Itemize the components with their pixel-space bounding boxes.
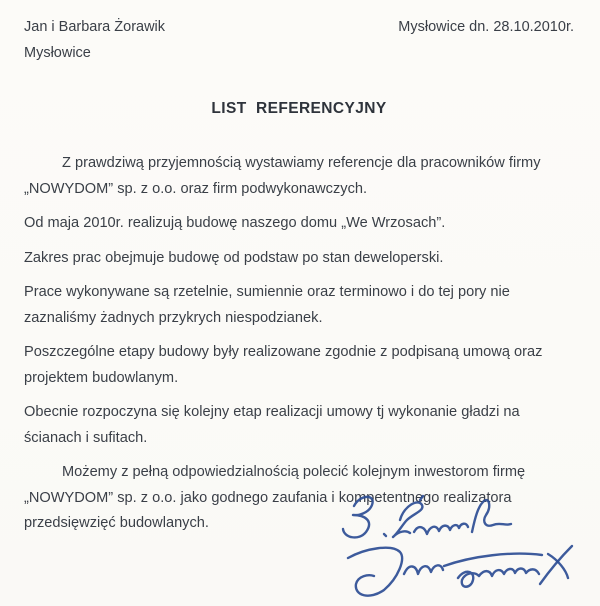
paragraph-start-date: Od maja 2010r. realizują budowę naszego domu „We Wrzosach”. xyxy=(24,215,446,231)
place-and-date: Mysłowice dn. 28.10.2010r. xyxy=(398,19,574,35)
paragraph-intro: Z prawdziwą przyjemnością wystawiamy referencje dla pracowników firmy „NOWYDOM” sp. z o.o. oraz firm podwykonawczych. xyxy=(24,155,541,197)
paragraph-recommendation: Możemy z pełną odpowiedzialnością polecić kolejnym inwestorom firmę „NOWYDOM” sp. z o.o. jako godnego zaufania i kompetentnego realizatora przedsięwzięć budowlanych. xyxy=(24,464,526,531)
handwritten-signature xyxy=(296,490,590,602)
paragraph-scope: Zakres prac obejmuje budowę od podstaw po stan deweloperski. xyxy=(24,249,444,266)
letter-header xyxy=(24,14,574,66)
document-title: LIST REFERENCYJNY xyxy=(211,100,387,117)
signature-ink-icon xyxy=(296,490,590,602)
paragraph-quality: Prace wykonywane są rzetelnie, sumiennie oraz terminowo i do tej pory nie zaznaliśmy żadnych przykrych niespodzianek. xyxy=(24,284,510,326)
sender-city: Mysłowice xyxy=(24,45,91,61)
paragraph-current-stage: Obecnie rozpoczyna się kolejny etap realizacji umowy tj wykonanie gładzi na ścianach i sufitach. xyxy=(24,404,520,446)
letter-body xyxy=(24,151,574,537)
paragraph-stages: Poszczególne etapy budowy były realizowane zgodnie z podpisaną umową oraz projektem budowlanym. xyxy=(24,344,543,386)
sender-names: Jan i Barbara Żorawik xyxy=(24,19,166,35)
sender-block xyxy=(24,14,165,66)
